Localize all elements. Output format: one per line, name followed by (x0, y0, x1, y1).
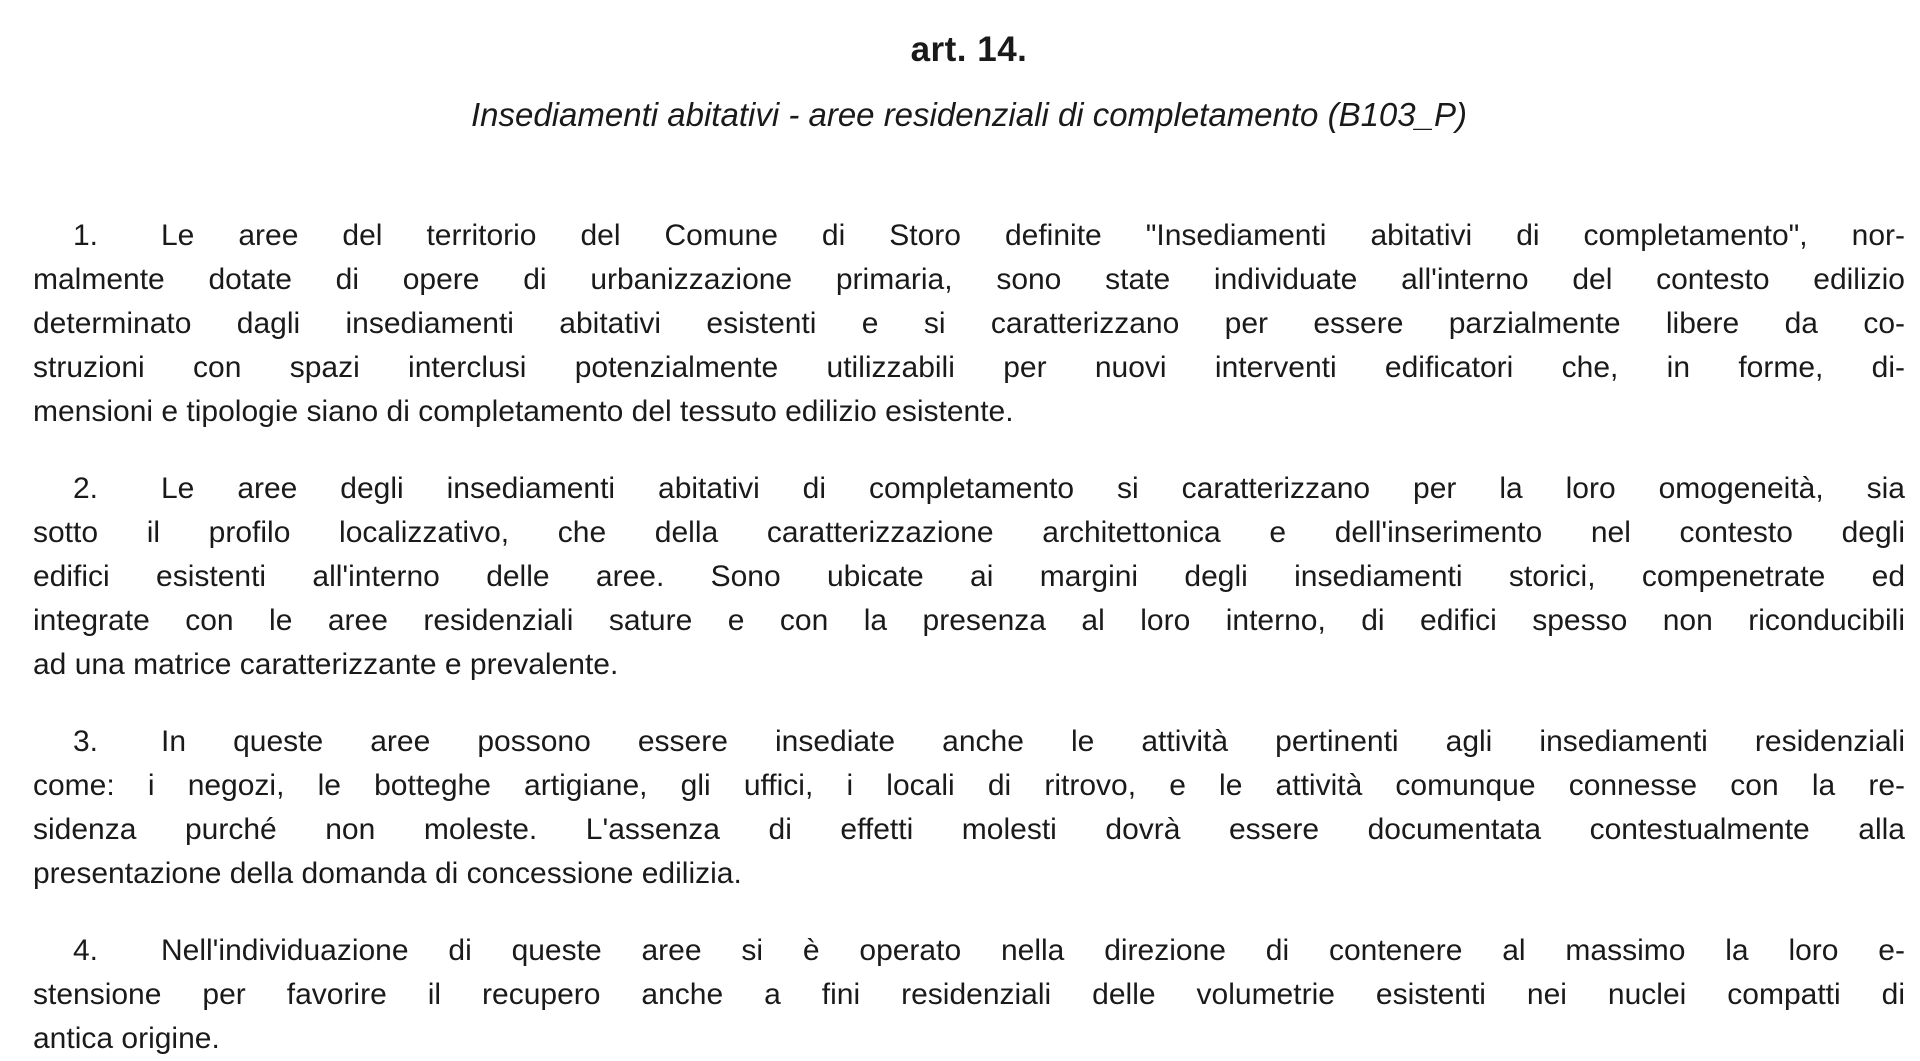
paragraph (33, 929, 1905, 1061)
paragraph-first-line (33, 720, 1905, 764)
paragraph-first-line-text: Le aree degli insediamenti abitativi di completamento si caratterizzano per la loro omogeneità, sia (161, 472, 1905, 505)
paragraph-line: edifici esistenti all'interno delle aree. Sono ubicate ai margini degli insediamenti storici, compenetrate ed (33, 560, 1905, 593)
paragraph-first-line (33, 467, 1905, 511)
article-subtitle: Insediamenti abitativi - aree residenziali di completamento (B103_P) (470, 96, 1467, 133)
paragraph-line: antica origine. (33, 1022, 220, 1055)
paragraph-line: mensioni e tipologie siano di completamento del tessuto edilizio esistente. (33, 395, 1014, 428)
paragraph-line: stensione per favorire il recupero anche a fini residenziali delle volumetrie esistenti nei nuclei compatti di (33, 978, 1905, 1011)
paragraph-line: malmente dotate di opere di urbanizzazione primaria, sono state individuate all'interno del contesto edilizio (33, 263, 1905, 296)
paragraph-line: sidenza purché non moleste. L'assenza di effetti molesti dovrà essere documentata contestualmente alla (33, 813, 1905, 846)
paragraph-line: struzioni con spazi interclusi potenzialmente utilizzabili per nuovi interventi edificatori che, in forme, di- (33, 351, 1905, 384)
paragraph-number: 4. (73, 934, 99, 967)
paragraph-line: sotto il profilo localizzativo, che della caratterizzazione architettonica e dell'inserimento nel contesto degli (33, 516, 1905, 549)
paragraph-line: integrate con le aree residenziali sature e con la presenza al loro interno, di edifici spesso non riconducibili (33, 604, 1905, 637)
article-title: art. 14. (910, 30, 1028, 69)
paragraph-number: 1. (73, 219, 99, 252)
paragraph (33, 467, 1905, 687)
article-body (33, 214, 1905, 1061)
paragraph-first-line (33, 929, 1905, 973)
paragraph-first-line (33, 214, 1905, 258)
paragraph (33, 214, 1905, 434)
paragraph-number: 2. (73, 472, 99, 505)
paragraph-number: 3. (73, 725, 99, 758)
paragraph-line: come: i negozi, le botteghe artigiane, gli uffici, i locali di ritrovo, e le attività comunque connesse con la re- (33, 769, 1905, 802)
paragraph (33, 720, 1905, 896)
paragraph-line: determinato dagli insediamenti abitativi esistenti e si caratterizzano per essere parzialmente libere da co- (33, 307, 1905, 340)
paragraph-first-line-text: Nell'individuazione di queste aree si è operato nella direzione di contenere al massimo la loro e- (161, 934, 1905, 967)
paragraph-line: ad una matrice caratterizzante e prevalente. (33, 648, 619, 681)
paragraph-first-line-text: In queste aree possono essere insediate anche le attività pertinenti agli insediamenti residenziali (161, 725, 1905, 758)
paragraph-line: presentazione della domanda di concessione edilizia. (33, 857, 742, 890)
paragraph-first-line-text: Le aree del territorio del Comune di Storo definite "Insediamenti abitativi di completamento", nor- (161, 219, 1905, 252)
